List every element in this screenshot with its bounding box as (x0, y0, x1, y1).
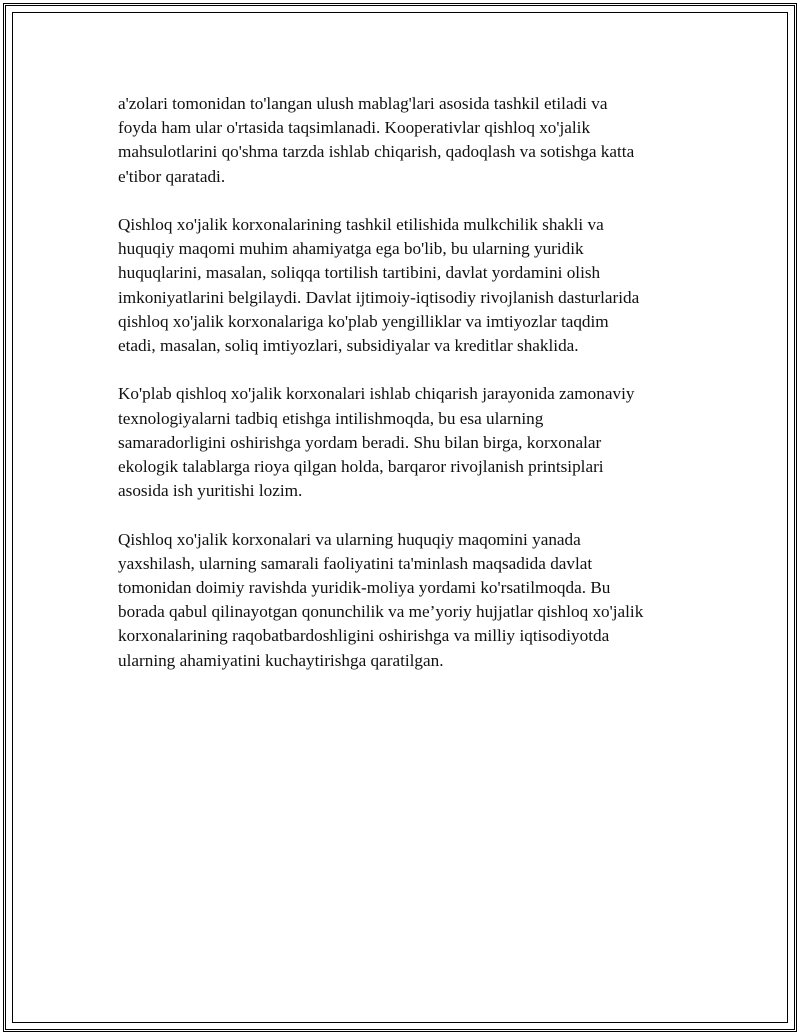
paragraph-4: Qishloq xo'jalik korxonalari va ularning huquqiy maqomini yanada yaxshilash, ularning samarali faoliyatini ta'minlash maqsadida davlat tomonidan doimiy ravishda yuridik-moliya yordami ko'rsatilmoqda. Bu borada qabul qilinayotgan qonunchilik va me’yoriy hujjatlar qishloq xo'jalik korxonalarining raqobatbardoshligini oshirishga va milliy iqtisodiyotda ularning ahamiyatini kuchaytirishga qaratilgan. (118, 529, 644, 670)
paragraph-2: Qishloq xo'jalik korxonalarining tashkil etilishida mulkchilik shakli va huquqiy maqomi muhim ahamiyatga ega bo'lib, bu ularning yuridik huquqlarini, masalan, soliqqa tortilish tartibini, davlat yordamini olish imkoniyatlarini belgilaydi. Davlat ijtimoiy-iqtisodiy rivojlanish dasturlarida qishloq xo'jalik korxonalariga ko'plab yengilliklar va imtiyozlar taqdim etadi, masalan, soliq imtiyozlari, subsidiyalar va kreditlar shaklida. (118, 215, 640, 356)
paragraph-3: Ko'plab qishloq xo'jalik korxonalari ishlab chiqarish jarayonida zamonaviy texnologiyalarni tadbiq etishga intilishmoqda, bu esa ularning samaradorligini oshirishga yordam beradi. Shu bilan birga, korxonalar ekologik talablarga rioya qilgan holda, barqaror rivojlanish printsiplari asosida ish yuritishi lozim. (118, 384, 635, 501)
document-body (118, 92, 698, 697)
paragraph-1: a'zolari tomonidan to'langan ulush mablag'lari asosida tashkil etiladi va foyda ham ular o'rtasida taqsimlanadi. Kooperativlar qishloq xo'jalik mahsulotlarini qo'shma tarzda ishlab chiqarish, qadoqlash va sotishga katta e'tibor qaratadi. (118, 94, 635, 186)
